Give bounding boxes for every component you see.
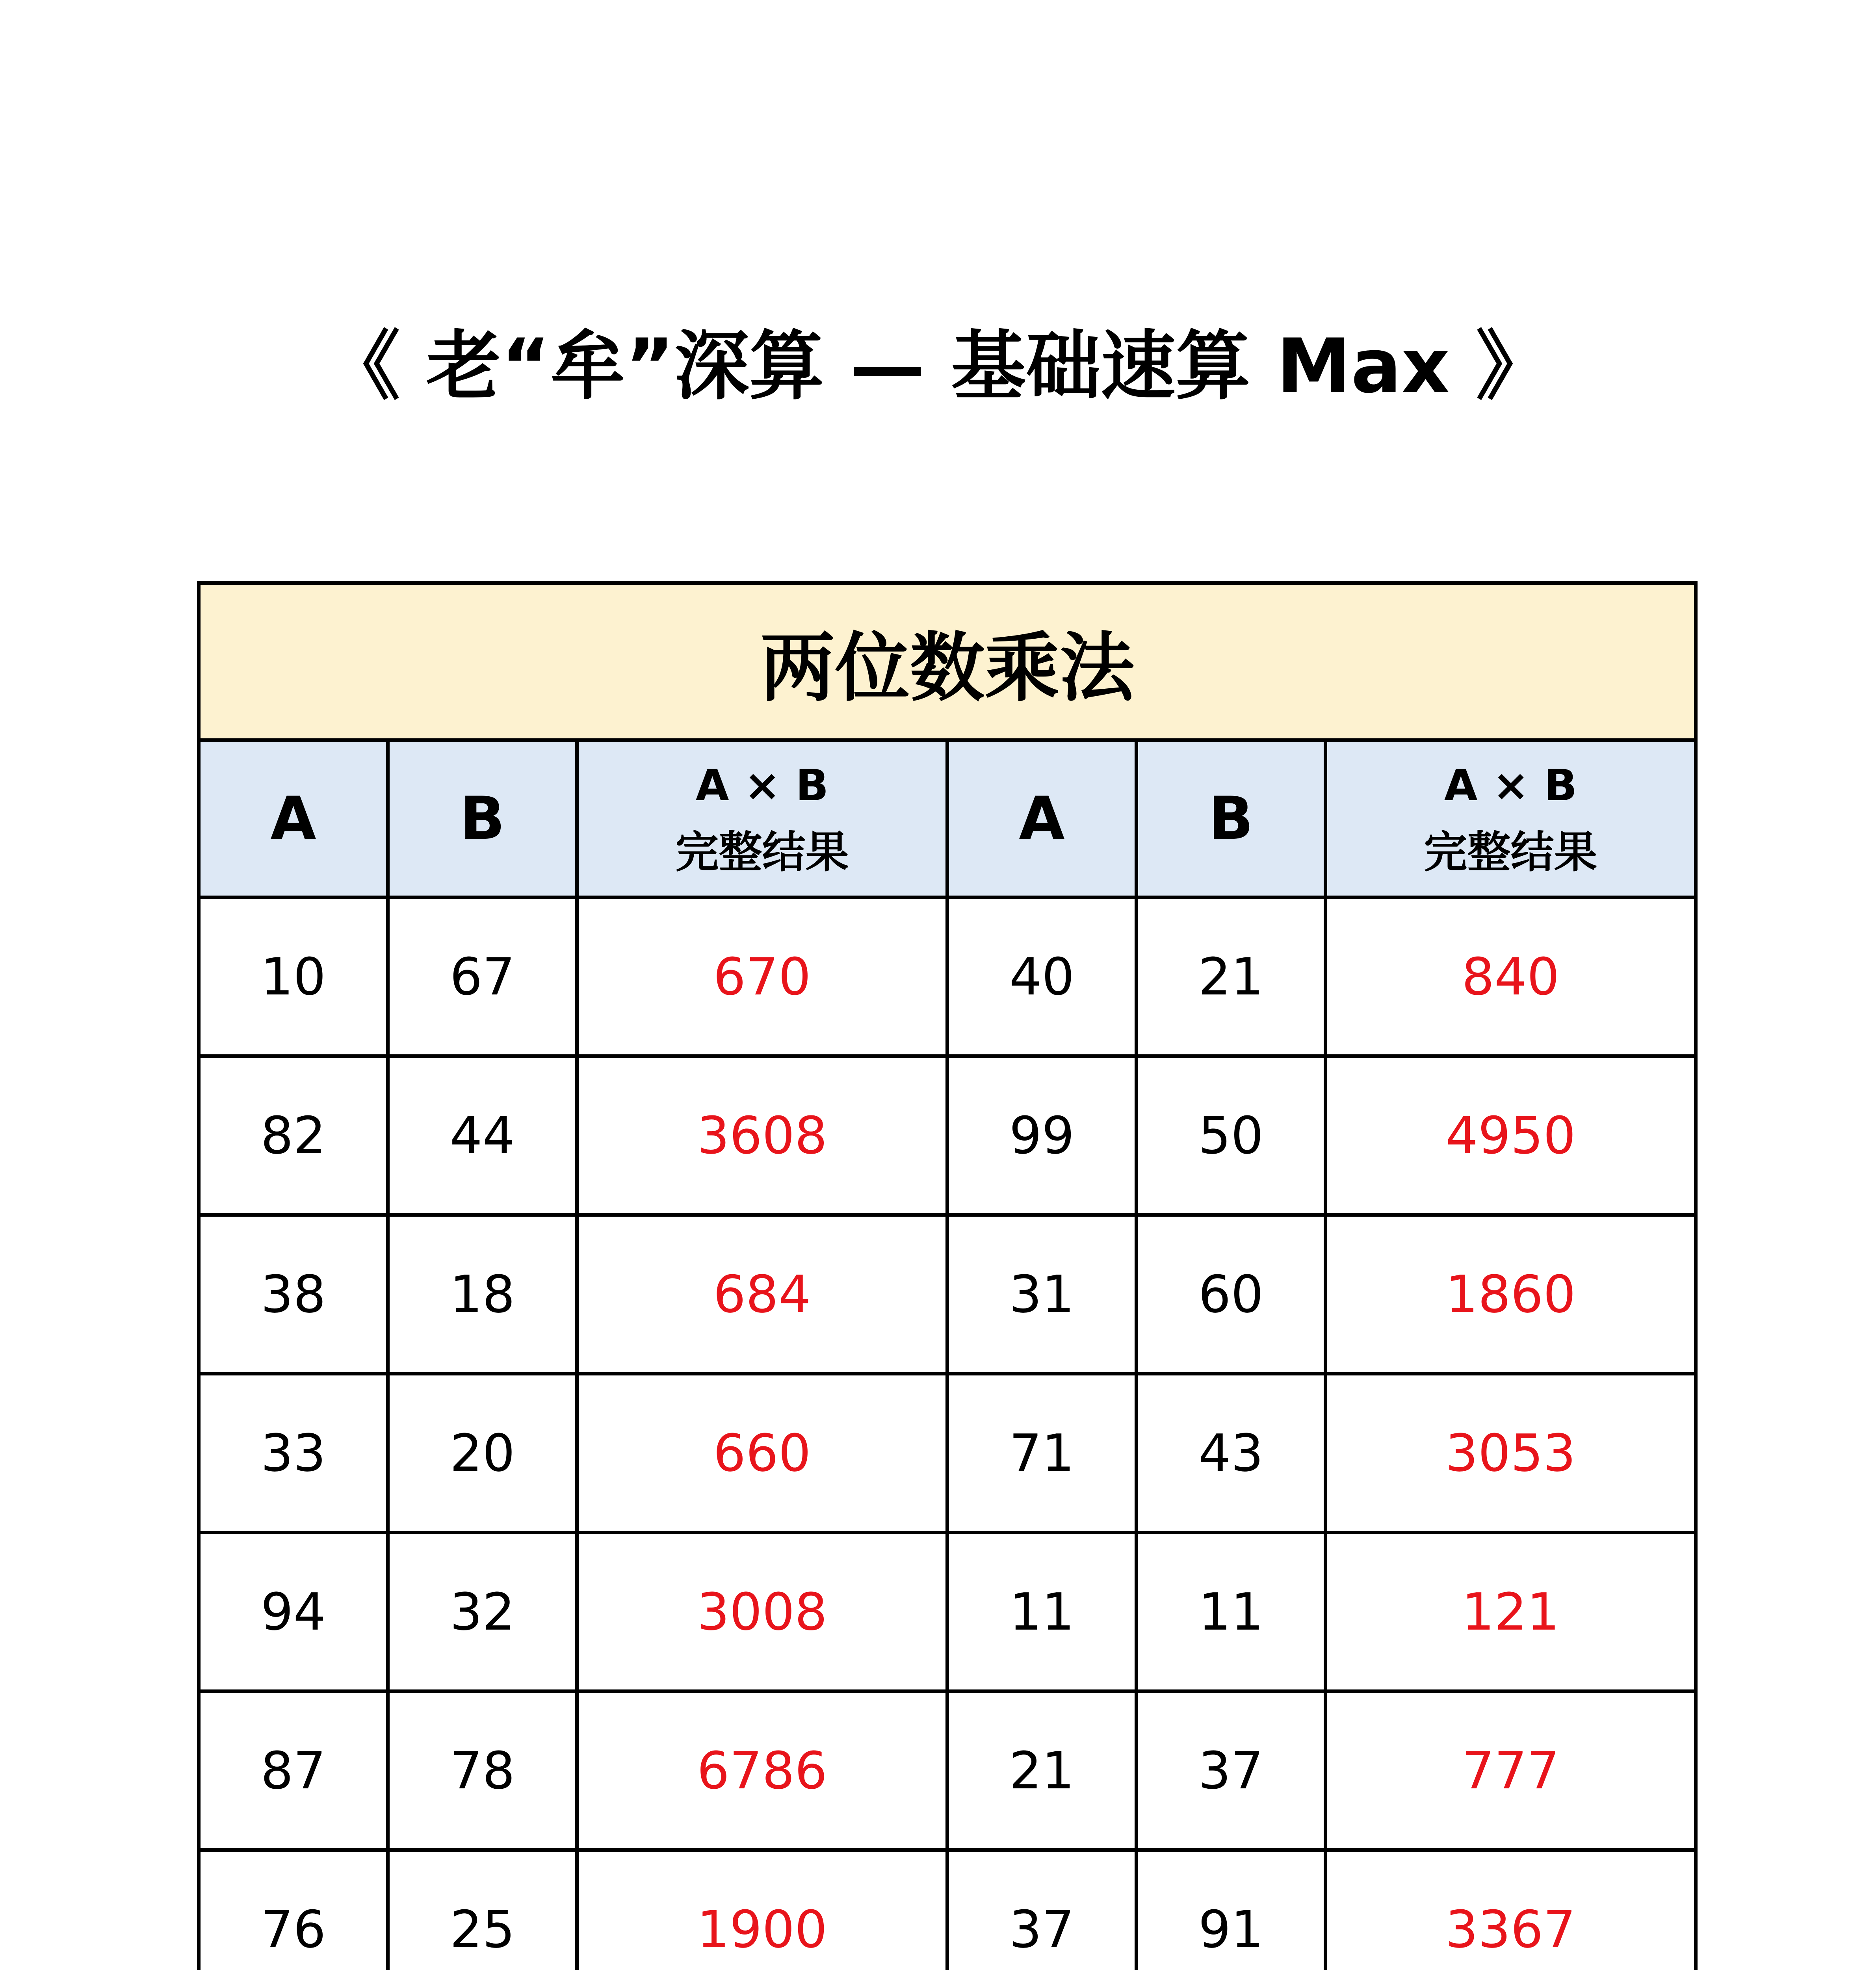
left-operand-a-cell: 10 bbox=[199, 898, 388, 1056]
left-operand-a-cell: 76 bbox=[199, 1850, 388, 1970]
header-result-caption: 完整结果 bbox=[675, 827, 849, 877]
table-row bbox=[199, 1533, 1696, 1691]
page-title: 《 老“牟”深算 — 基础速算 Max 》 bbox=[325, 323, 1551, 410]
left-operand-b-cell: 25 bbox=[388, 1850, 577, 1970]
table-row bbox=[199, 1691, 1696, 1850]
table-row bbox=[199, 1215, 1696, 1374]
table-body bbox=[199, 898, 1696, 1970]
left-operand-b-cell: 20 bbox=[388, 1374, 577, 1533]
header-a-right: A bbox=[947, 740, 1137, 898]
header-a-left: A bbox=[199, 740, 388, 898]
right-operand-b-cell: 37 bbox=[1137, 1691, 1326, 1850]
left-operand-b-cell: 78 bbox=[388, 1691, 577, 1850]
left-operand-a-cell: 94 bbox=[199, 1533, 388, 1691]
left-operand-a-cell: 38 bbox=[199, 1215, 388, 1374]
right-result-cell: 121 bbox=[1326, 1533, 1696, 1691]
header-result-formula: A × B bbox=[695, 760, 829, 810]
table-row bbox=[199, 1056, 1696, 1215]
header-result-left bbox=[577, 740, 947, 898]
right-operand-a-cell: 11 bbox=[947, 1533, 1137, 1691]
left-operand-b-cell: 32 bbox=[388, 1533, 577, 1691]
left-result-cell: 1900 bbox=[577, 1850, 947, 1970]
table-banner: 两位数乘法 bbox=[199, 583, 1696, 740]
right-result-cell: 777 bbox=[1326, 1691, 1696, 1850]
right-operand-a-cell: 40 bbox=[947, 898, 1137, 1056]
left-result-cell: 3608 bbox=[577, 1056, 947, 1215]
right-result-cell: 4950 bbox=[1326, 1056, 1696, 1215]
right-operand-b-cell: 43 bbox=[1137, 1374, 1326, 1533]
right-operand-a-cell: 99 bbox=[947, 1056, 1137, 1215]
right-operand-b-cell: 11 bbox=[1137, 1533, 1326, 1691]
header-b-right: B bbox=[1137, 740, 1326, 898]
left-operand-a-cell: 33 bbox=[199, 1374, 388, 1533]
header-result-caption: 完整结果 bbox=[1424, 827, 1597, 877]
header-result-formula: A × B bbox=[1444, 760, 1577, 810]
right-operand-a-cell: 37 bbox=[947, 1850, 1137, 1970]
multiplication-table bbox=[197, 581, 1698, 1970]
left-operand-b-cell: 67 bbox=[388, 898, 577, 1056]
left-operand-b-cell: 44 bbox=[388, 1056, 577, 1215]
left-result-cell: 684 bbox=[577, 1215, 947, 1374]
left-result-cell: 6786 bbox=[577, 1691, 947, 1850]
table-row bbox=[199, 1850, 1696, 1970]
left-operand-a-cell: 82 bbox=[199, 1056, 388, 1215]
right-operand-b-cell: 50 bbox=[1137, 1056, 1326, 1215]
left-operand-b-cell: 18 bbox=[388, 1215, 577, 1374]
column-header-row bbox=[199, 740, 1696, 898]
right-result-cell: 3053 bbox=[1326, 1374, 1696, 1533]
left-result-cell: 670 bbox=[577, 898, 947, 1056]
right-operand-a-cell: 31 bbox=[947, 1215, 1137, 1374]
header-result-right bbox=[1326, 740, 1696, 898]
right-operand-b-cell: 91 bbox=[1137, 1850, 1326, 1970]
right-result-cell: 3367 bbox=[1326, 1850, 1696, 1970]
right-result-cell: 1860 bbox=[1326, 1215, 1696, 1374]
table-row bbox=[199, 1374, 1696, 1533]
right-operand-b-cell: 21 bbox=[1137, 898, 1326, 1056]
left-result-cell: 3008 bbox=[577, 1533, 947, 1691]
right-operand-b-cell: 60 bbox=[1137, 1215, 1326, 1374]
header-b-left: B bbox=[388, 740, 577, 898]
left-operand-a-cell: 87 bbox=[199, 1691, 388, 1850]
right-result-cell: 840 bbox=[1326, 898, 1696, 1056]
table-row bbox=[199, 898, 1696, 1056]
left-result-cell: 660 bbox=[577, 1374, 947, 1533]
right-operand-a-cell: 71 bbox=[947, 1374, 1137, 1533]
right-operand-a-cell: 21 bbox=[947, 1691, 1137, 1850]
